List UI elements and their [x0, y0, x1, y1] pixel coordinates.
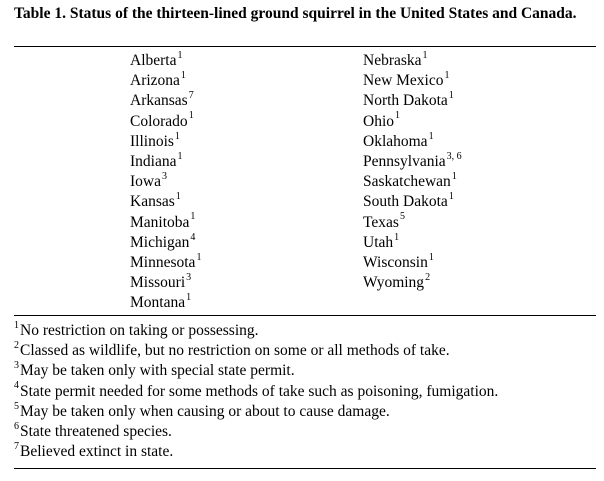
state-name: Manitoba [130, 213, 190, 231]
state-name: Wisconsin [363, 253, 428, 271]
footnote-number: 4 [14, 380, 19, 392]
state-name: Colorado [130, 112, 188, 130]
state-entry [363, 132, 462, 152]
footnote-text: Believed extinct in state. [20, 443, 174, 461]
state-entry [363, 71, 462, 91]
table-title: Table 1. Status of the thirteen-lined ground squirrel in the United States and Canada. [14, 5, 577, 22]
state-name: Arizona [130, 72, 180, 90]
footnote-text: May be taken only when causing or about to cause damage. [20, 402, 390, 420]
footnote-text: State permit needed for some methods of take such as poisoning, fumigation. [20, 382, 499, 400]
footnote-ref: 1 [444, 70, 450, 82]
state-entry [363, 51, 462, 71]
state-entry [130, 273, 201, 293]
state-entry [363, 152, 462, 172]
footnote-ref: 1 [177, 150, 183, 162]
state-name: North Dakota [363, 92, 448, 110]
footnote-ref: 1 [186, 292, 192, 304]
state-entry [363, 213, 462, 233]
footnote-ref: 1 [175, 191, 181, 203]
state-name: Wyoming [363, 274, 425, 292]
footnote [14, 422, 498, 442]
footnote-ref: 1 [394, 231, 400, 243]
footnote-number: 3 [14, 360, 19, 372]
footnote-ref: 1 [448, 191, 454, 203]
state-name: Kansas [130, 193, 175, 211]
state-name: Michigan [130, 233, 190, 251]
state-name: Nebraska [363, 52, 422, 69]
footnote-ref: 1 [428, 251, 434, 263]
state-name: Arkansas [130, 92, 188, 110]
state-name: Missouri [130, 274, 186, 292]
footnote [14, 442, 498, 462]
footnote-ref: 4 [190, 231, 196, 243]
footnote-ref: 2 [425, 271, 431, 283]
bottom-rule [14, 468, 596, 469]
footnote-text: State threatened species. [20, 422, 172, 440]
footnote [14, 321, 498, 341]
footnote-ref: 1 [190, 211, 196, 223]
footnote [14, 402, 498, 422]
middle-rule [14, 315, 596, 316]
footnote-ref: 1 [448, 90, 454, 102]
footnote-text: May be taken only with special state permit. [20, 362, 295, 380]
state-entry [130, 51, 201, 71]
state-entry [130, 91, 201, 111]
state-entry [130, 213, 201, 233]
state-entry [130, 233, 201, 253]
state-entry [130, 112, 201, 132]
state-name: Ohio [363, 112, 394, 130]
state-entry [130, 172, 201, 192]
state-name: Iowa [130, 173, 161, 191]
footnote-number: 1 [14, 319, 19, 331]
footnote-ref: 1 [422, 49, 428, 61]
state-entry [363, 233, 462, 253]
footnote-ref: 1 [395, 110, 400, 122]
state-entry [363, 273, 462, 293]
footnote-ref: 1 [180, 70, 186, 82]
footnote-ref: 1 [196, 251, 202, 263]
state-name: Illinois [130, 132, 174, 150]
state-name: Saskatchewan [363, 173, 451, 191]
state-entry [363, 192, 462, 212]
footnote [14, 361, 498, 381]
states-left-column [130, 51, 201, 313]
footnote [14, 341, 498, 361]
state-entry [363, 172, 462, 192]
footnote-ref: 1 [174, 130, 180, 142]
top-rule [14, 46, 596, 47]
footnote-ref: 3 [186, 271, 192, 283]
footnote-text: Classed as wildlife, but no restriction on some or all methods of take. [20, 342, 450, 360]
state-name: Texas [363, 213, 399, 231]
states-right-column [363, 51, 462, 293]
state-entry [363, 91, 462, 111]
footnote-number: 2 [14, 340, 19, 352]
state-name: Montana [130, 294, 186, 312]
footnote-ref: 1 [451, 170, 457, 182]
state-entry [130, 152, 201, 172]
state-entry [130, 132, 201, 152]
footnote-ref: 5 [399, 211, 405, 223]
footnote-ref: 3 [162, 170, 167, 182]
footnote-ref: 1 [188, 110, 194, 122]
state-name: Alberta [130, 52, 177, 69]
footnote-number: 7 [14, 440, 19, 452]
footnote-number: 5 [14, 400, 19, 412]
state-name: Oklahoma [363, 132, 428, 150]
footnote [14, 382, 498, 402]
state-entry [363, 253, 462, 273]
state-entry [130, 192, 201, 212]
state-name: Minnesota [130, 253, 196, 271]
state-name: New Mexico [363, 72, 444, 90]
state-entry [130, 253, 201, 273]
footnote-number: 6 [14, 420, 19, 432]
footnote-ref: 7 [188, 90, 194, 102]
state-name: Indiana [130, 152, 177, 170]
state-entry [130, 71, 201, 91]
footnote-ref: 1 [177, 49, 183, 61]
footnotes-list [14, 321, 498, 462]
state-entry [363, 112, 462, 132]
footnote-ref: 3, 6 [446, 150, 462, 162]
footnote-ref: 1 [428, 130, 434, 142]
footnote-text: No restriction on taking or possessing. [20, 322, 259, 339]
state-name: Pennsylvania [363, 152, 446, 170]
state-name: South Dakota [363, 193, 448, 211]
state-name: Utah [363, 233, 394, 251]
state-entry [130, 293, 201, 313]
